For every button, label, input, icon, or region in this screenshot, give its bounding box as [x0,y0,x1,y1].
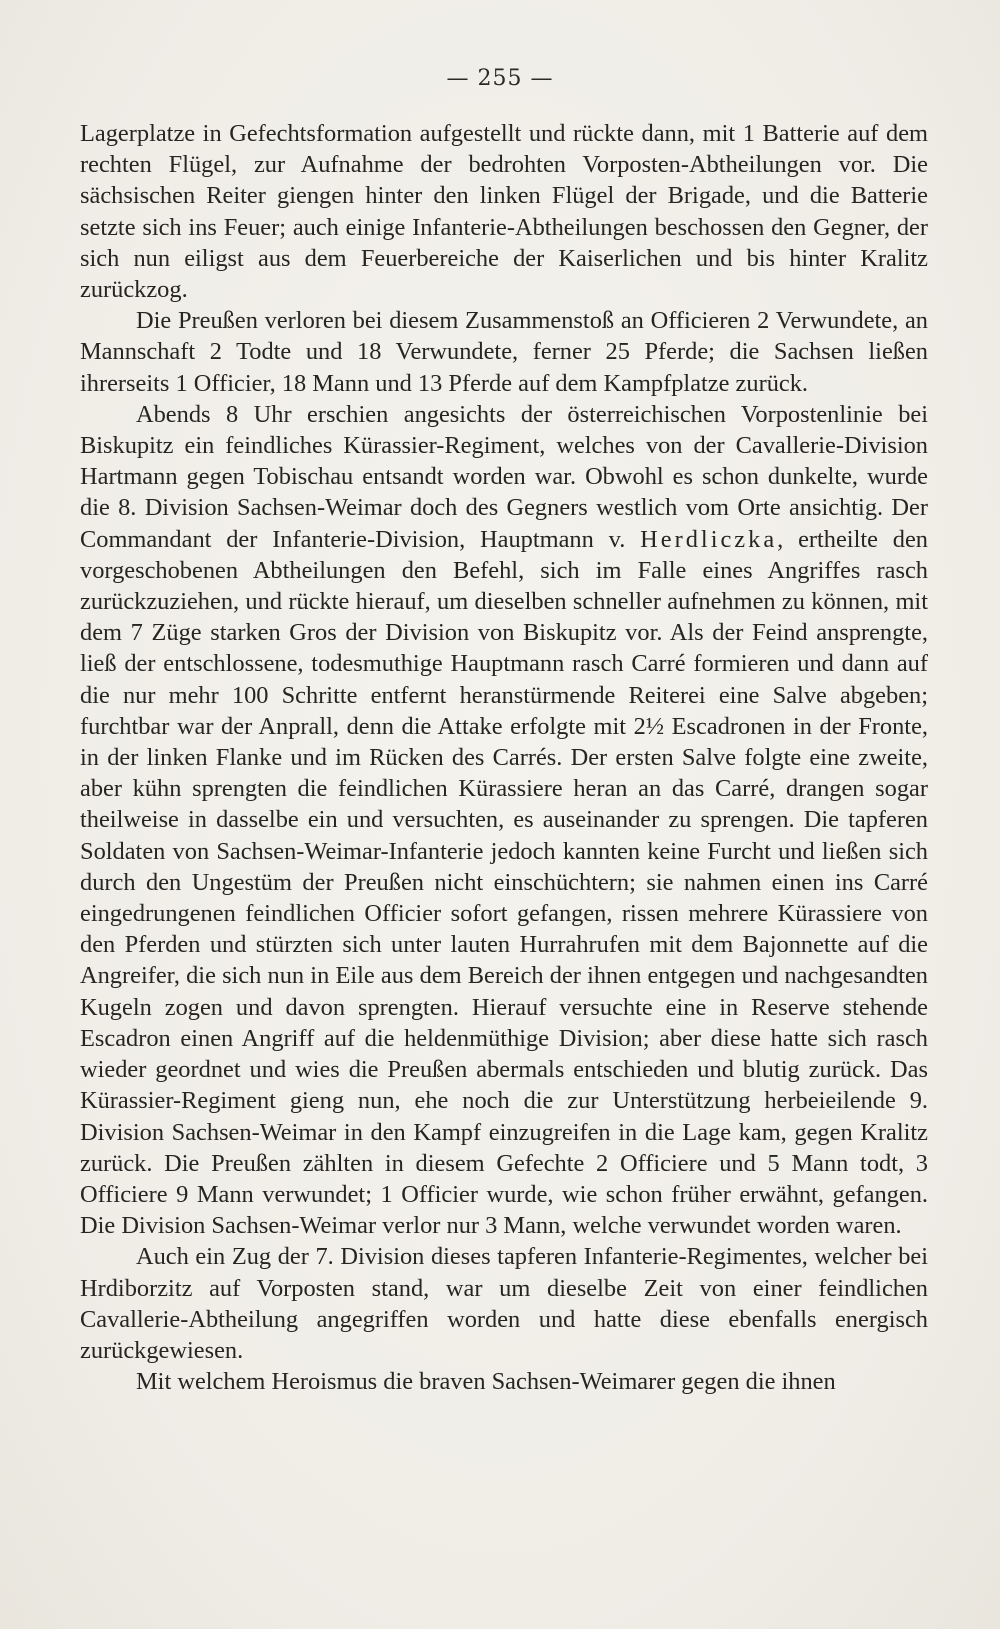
page-number: — 255 — [446,66,554,91]
paragraph-4: Auch ein Zug der 7. Division dieses tapferen Infanterie-Regimentes, welcher bei Hrdiborzitz auf Vorposten stand, war um dieselbe Zeit von einer feindlichen Cavallerie-Abtheilung angegriffen worden und hatte diese ebenfalls energisch zurückgewiesen. [80,1243,928,1364]
paragraph-3 [80,399,928,1241]
person-name-spaced: Herdliczka [640,525,778,553]
paragraph-3-text-before: Abends 8 Uhr erschien angesichts der österreichischen Vorpostenlinie bei Biskupitz ein feindliches Kürassier-Regiment, welches von der Cavallerie-Division Hartmann gegen Tobischau entsandt worden war. Obwohl es schon dunkelte, wurde die 8. Division Sachsen-Weimar doch des Gegners westlich vom Orte ansichtig. Der Commandant der Infanterie-Division, Hauptmann v. [80,400,928,553]
body-text [80,118,928,1397]
paragraph-2: Die Preußen verloren bei diesem Zusammenstoß an Officieren 2 Verwundete, an Mannschaft 2 Todte und 18 Verwundete, ferner 25 Pferde; die Sachsen ließen ihrerseits 1 Officier, 18 Mann und 13 Pferde auf dem Kampfplatze zurück. [80,307,928,397]
paragraph-1: Lagerplatze in Gefechtsformation aufgestellt und rückte dann, mit 1 Batterie auf dem rechten Flügel, zur Aufnahme der bedrohten Vorposten-Abtheilungen vor. Die sächsischen Reiter giengen hinter den linken Flügel der Brigade, und die Batterie setzte sich ins Feuer; auch einige Infanterie-Abtheilungen beschossen den Gegner, der sich nun eiligst aus dem Feuerbereiche der Kaiserlichen und bis hinter Kralitz zurückzog. [80,120,928,304]
paragraph-3-text-after: , ertheilte den vorgeschobenen Abtheilungen den Befehl, sich im Falle eines Angriffes rasch zurückzuziehen, und rückte hierauf, um dieselben schneller aufnehmen zu können, mit dem 7 Züge starken Gros der Division von Biskupitz vor. Als der Feind ansprengte, ließ der entschlossene, todesmuthige Hauptmann rasch Carré formieren und dann auf die nur mehr 100 Schritte entfernt heranstürmende Reiterei eine Salve abgeben; furchtbar war der Anprall, denn die Attake erfolgte mit 2½ Escadronen in der Fronte, in der linken Flanke und im Rücken des Carrés. Der ersten Salve folgte eine zweite, aber kühn sprengten die feindlichen Kürassiere heran an das Carré, drangen sogar theilweise in dasselbe ein und versuchten, es auseinander zu sprengen. Die tapferen Soldaten von Sachsen-Weimar-Infanterie jedoch kannten keine Furcht und ließen sich durch den Ungestüm der Preußen nicht einschüchtern; sie nahmen einen ins Carré eingedrungenen feindlichen Officier sofort gefangen, rissen mehrere Kürassiere von den Pferden und stürzten sich unter lauten Hurrahrufen mit dem Bajonnette auf die Angreifer, die sich nun in Eile aus dem Bereich der ihnen entgegen und nachgesandten Kugeln zogen und davon sprengten. Hierauf versuchte eine in Reserve stehende Escadron einen Angriff auf die heldenmüthige Division; aber diese hatte sich rasch wieder geordnet und wies die Preußen abermals entschieden und blutig zurück. Das Kürassier-Regiment gieng nun, ehe noch die zur Unterstützung herbeieilende 9. Division Sachsen-Weimar in den Kampf einzugreifen in die Lage kam, gegen Kralitz zurück. Die Preußen zählten in diesem Gefechte 2 Officiere und 5 Mann todt, 3 Officiere 9 Mann verwundet; 1 Officier wurde, wie schon früher erwähnt, gefangen. Die Division Sachsen-Weimar verlor nur 3 Mann, welche verwundet worden waren. [80,525,928,1240]
paragraph-5: Mit welchem Heroismus die braven Sachsen-Weimarer gegen die ihnen [136,1368,836,1396]
